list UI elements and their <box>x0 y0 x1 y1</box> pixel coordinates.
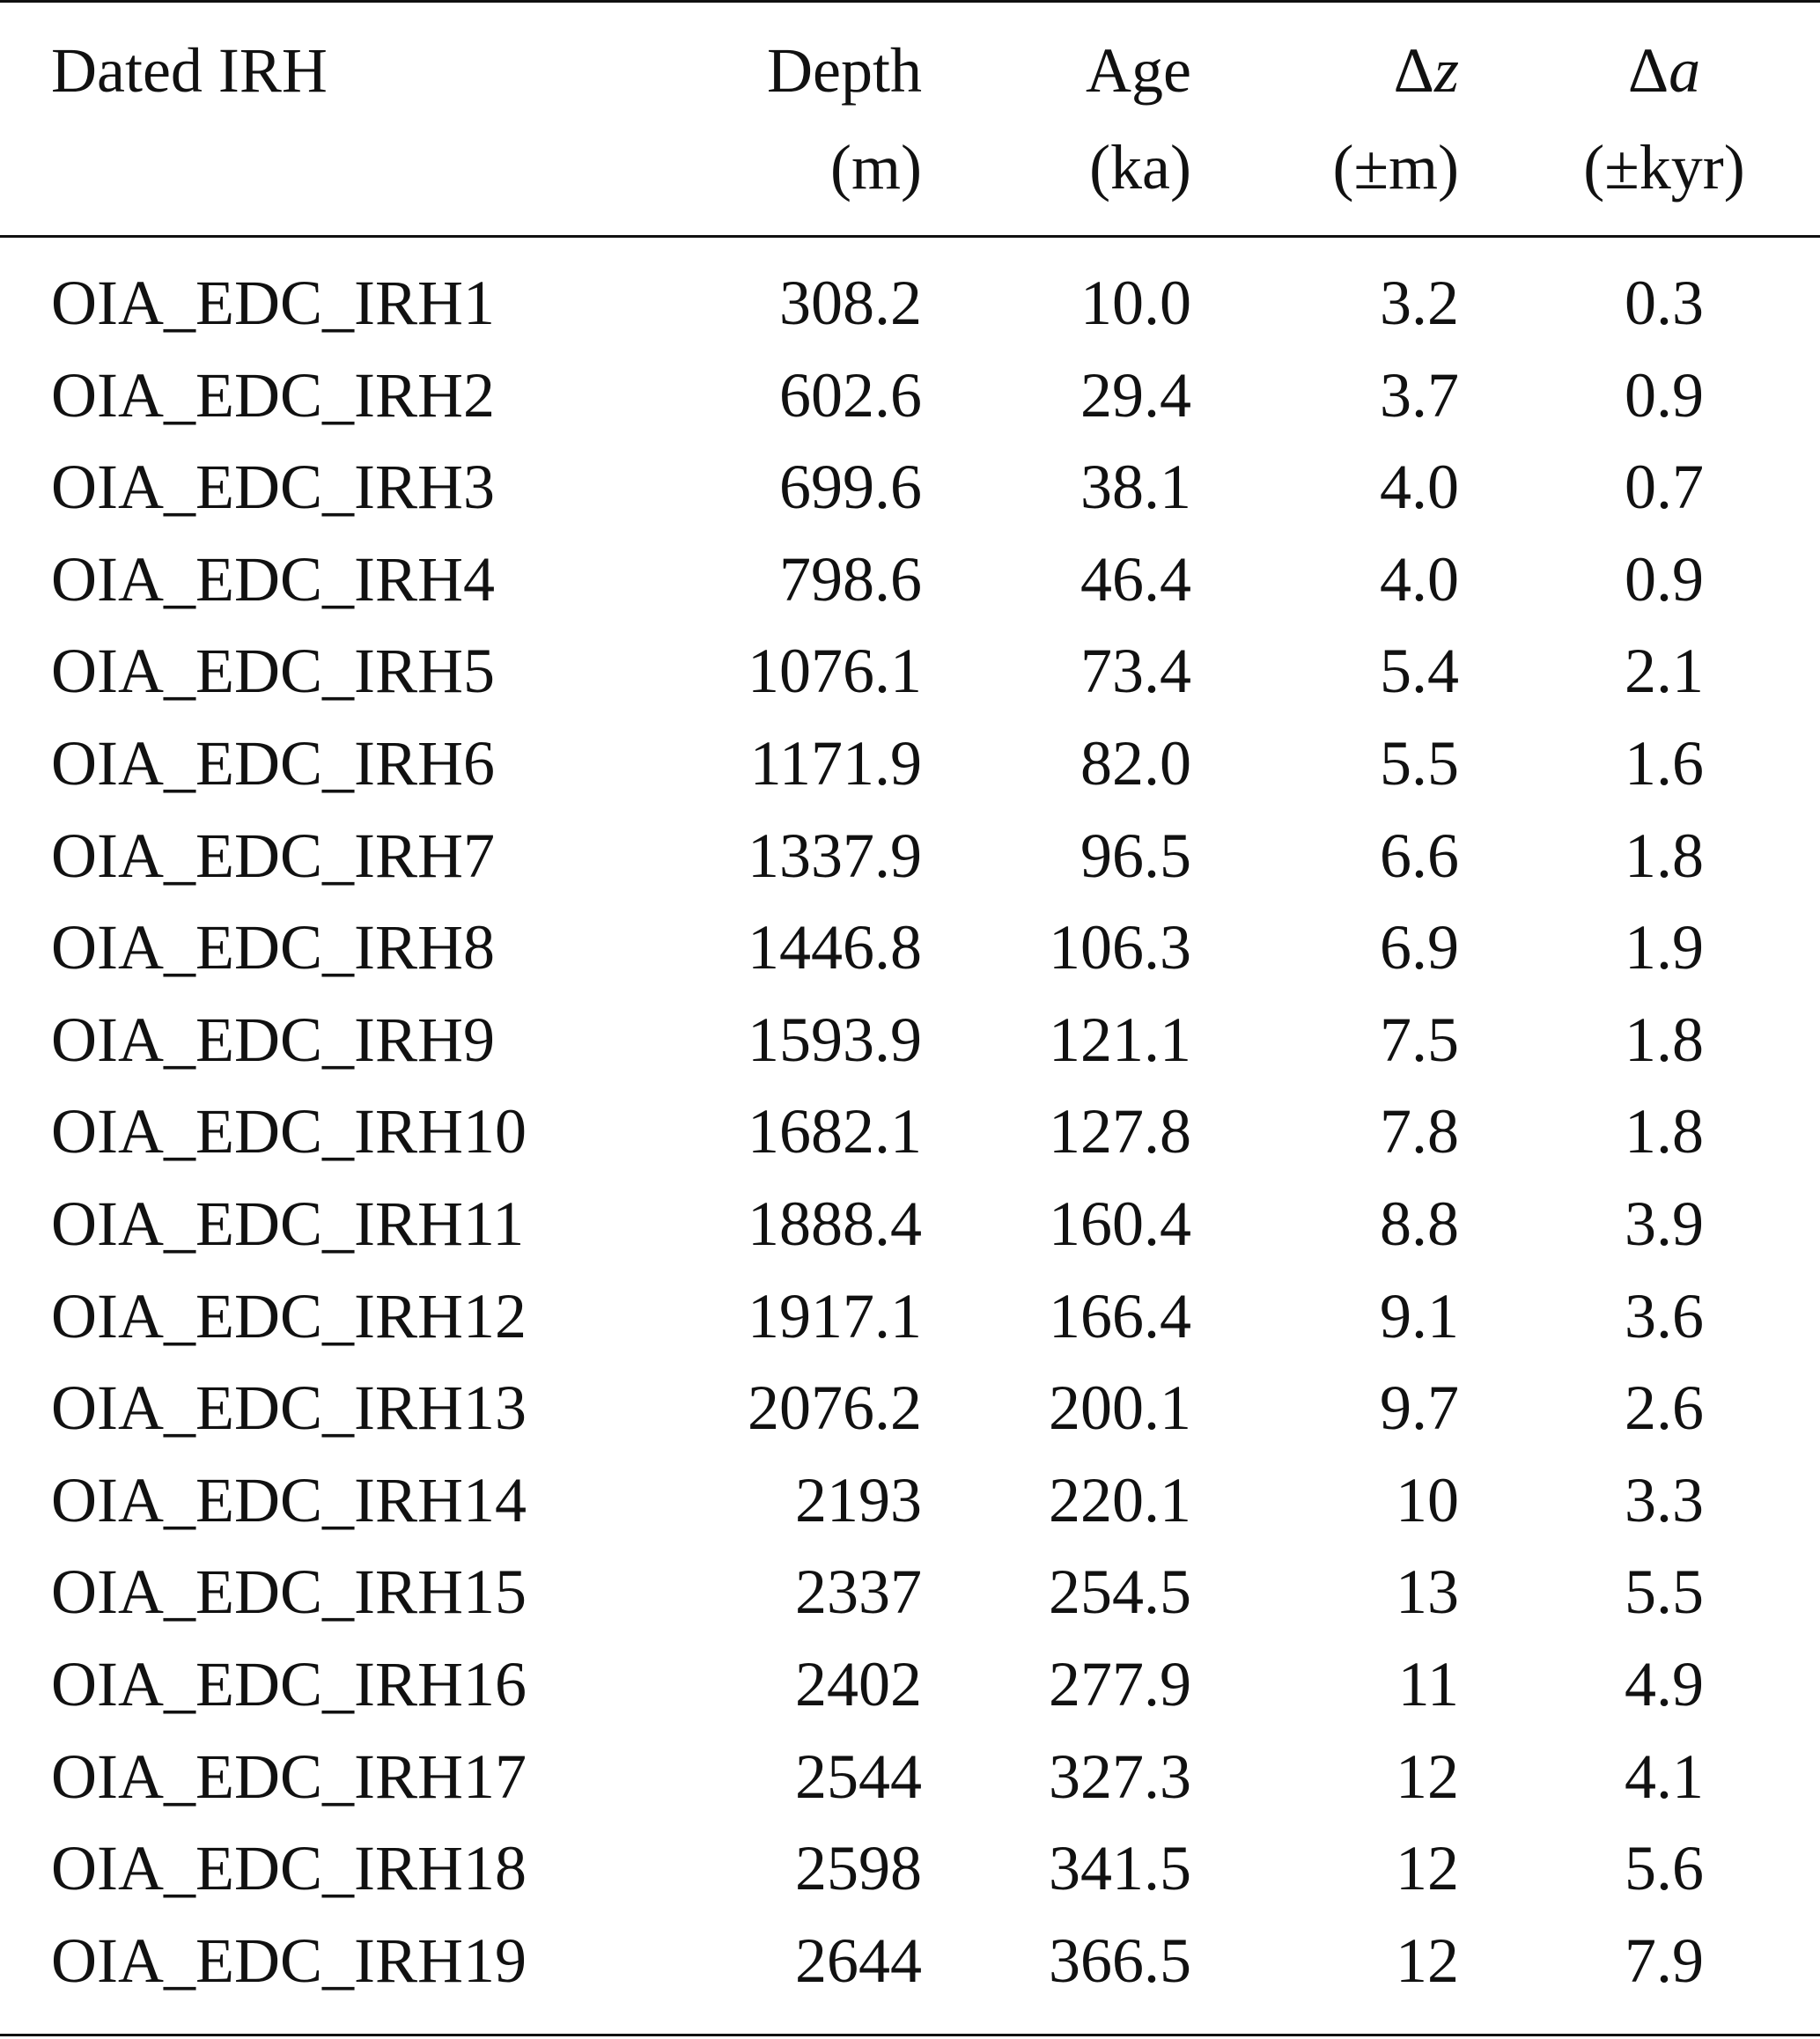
header-delta-z-var: z <box>1433 35 1459 106</box>
table-cell-irh-name: OIA_EDC_IRH9 <box>51 1005 495 1075</box>
table-cell-age: 10.0 <box>1080 268 1191 338</box>
table-cell-delta-a: 5.6 <box>1625 1833 1704 1903</box>
table-cell-delta-a: 3.3 <box>1625 1465 1704 1535</box>
table-cell-depth: 2544 <box>795 1741 922 1812</box>
table-cell-delta-a: 1.9 <box>1625 912 1704 983</box>
table-cell-irh-name: OIA_EDC_IRH15 <box>51 1557 527 1627</box>
table-cell-irh-name: OIA_EDC_IRH16 <box>51 1649 527 1719</box>
table-cell-delta-z: 6.6 <box>1380 821 1459 891</box>
table-cell-delta-z: 3.7 <box>1380 360 1459 431</box>
table-cell-depth: 2402 <box>795 1649 922 1719</box>
table-cell-delta-a: 0.9 <box>1625 360 1704 431</box>
table-cell-delta-z: 12 <box>1396 1833 1459 1903</box>
table-header-rule <box>0 235 1820 238</box>
table-cell-depth: 1076.1 <box>748 636 922 706</box>
header-dated-irh: Dated IRH <box>51 35 328 106</box>
table-cell-depth: 2598 <box>795 1833 922 1903</box>
table-cell-irh-name: OIA_EDC_IRH13 <box>51 1373 527 1443</box>
table-cell-irh-name: OIA_EDC_IRH6 <box>51 728 495 799</box>
table-cell-depth: 2337 <box>795 1557 922 1627</box>
table-cell-delta-z: 12 <box>1396 1925 1459 1996</box>
table-cell-irh-name: OIA_EDC_IRH1 <box>51 268 495 338</box>
table-cell-irh-name: OIA_EDC_IRH19 <box>51 1925 527 1996</box>
table-cell-delta-a: 1.8 <box>1625 821 1704 891</box>
table-cell-delta-a: 2.1 <box>1625 636 1704 706</box>
table-cell-delta-z: 5.4 <box>1380 636 1459 706</box>
table-cell-depth: 308.2 <box>779 268 922 338</box>
table-cell-age: 127.8 <box>1049 1096 1191 1167</box>
table-cell-age: 82.0 <box>1080 728 1191 799</box>
header-depth: Depth <box>767 35 922 106</box>
table-cell-delta-a: 1.8 <box>1625 1005 1704 1075</box>
header-delta-a-var: a <box>1669 35 1701 106</box>
table-cell-irh-name: OIA_EDC_IRH7 <box>51 821 495 891</box>
table-cell-delta-z: 7.5 <box>1380 1005 1459 1075</box>
table-cell-delta-a: 0.3 <box>1625 268 1704 338</box>
table-cell-delta-a: 0.9 <box>1625 544 1704 615</box>
table-cell-irh-name: OIA_EDC_IRH14 <box>51 1465 527 1535</box>
header-depth-unit: (m) <box>830 132 922 202</box>
table-cell-delta-a: 2.6 <box>1625 1373 1704 1443</box>
table-cell-age: 121.1 <box>1049 1005 1191 1075</box>
header-delta-a <box>1558 25 1770 116</box>
table-cell-age: 46.4 <box>1080 544 1191 615</box>
table-cell-age: 160.4 <box>1049 1189 1191 1259</box>
table-cell-delta-z: 5.5 <box>1380 728 1459 799</box>
table-cell-delta-a: 7.9 <box>1625 1925 1704 1996</box>
table-cell-depth: 1446.8 <box>748 912 922 983</box>
table-cell-irh-name: OIA_EDC_IRH5 <box>51 636 495 706</box>
table-top-rule <box>0 0 1820 3</box>
table-cell-irh-name: OIA_EDC_IRH18 <box>51 1833 527 1903</box>
table-cell-age: 38.1 <box>1080 452 1191 522</box>
table-cell-delta-z: 4.0 <box>1380 452 1459 522</box>
table-cell-delta-a: 4.9 <box>1625 1649 1704 1719</box>
table-cell-age: 29.4 <box>1080 360 1191 431</box>
table-cell-age: 96.5 <box>1080 821 1191 891</box>
table-cell-age: 341.5 <box>1049 1833 1191 1903</box>
table-cell-depth: 2193 <box>795 1465 922 1535</box>
header-delta-a-unit: (±kyr) <box>1583 132 1745 202</box>
table-bottom-rule <box>0 2034 1820 2036</box>
table-cell-delta-z: 4.0 <box>1380 544 1459 615</box>
table-cell-depth: 699.6 <box>779 452 922 522</box>
table-cell-delta-z: 13 <box>1396 1557 1459 1627</box>
table-cell-depth: 1682.1 <box>748 1096 922 1167</box>
table-cell-age: 200.1 <box>1049 1373 1191 1443</box>
table-cell-age: 254.5 <box>1049 1557 1191 1627</box>
table-cell-irh-name: OIA_EDC_IRH17 <box>51 1741 527 1812</box>
header-delta-z <box>1394 25 1459 116</box>
table-cell-delta-z: 7.8 <box>1380 1096 1459 1167</box>
header-age-unit: (ka) <box>1089 132 1191 202</box>
table-cell-delta-z: 8.8 <box>1380 1189 1459 1259</box>
table-cell-depth: 1888.4 <box>748 1189 922 1259</box>
table-cell-depth: 1171.9 <box>749 728 922 799</box>
table-cell-delta-z: 12 <box>1396 1741 1459 1812</box>
table-cell-age: 73.4 <box>1080 636 1191 706</box>
table-cell-irh-name: OIA_EDC_IRH12 <box>51 1281 527 1351</box>
table-cell-age: 327.3 <box>1049 1741 1191 1812</box>
header-delta-a-symbol: Δ <box>1627 35 1669 106</box>
table-cell-delta-z: 9.1 <box>1380 1281 1459 1351</box>
table-cell-irh-name: OIA_EDC_IRH8 <box>51 912 495 983</box>
table-cell-depth: 1917.1 <box>748 1281 922 1351</box>
table-cell-delta-z: 6.9 <box>1380 912 1459 983</box>
table-cell-depth: 1593.9 <box>748 1005 922 1075</box>
table-cell-delta-a: 1.6 <box>1625 728 1704 799</box>
table-cell-delta-z: 10 <box>1396 1465 1459 1535</box>
table-cell-irh-name: OIA_EDC_IRH3 <box>51 452 495 522</box>
table-cell-depth: 2644 <box>795 1925 922 1996</box>
table-cell-irh-name: OIA_EDC_IRH2 <box>51 360 495 431</box>
table-cell-depth: 2076.2 <box>748 1373 922 1443</box>
table-cell-delta-a: 4.1 <box>1625 1741 1704 1812</box>
header-delta-z-symbol: Δ <box>1393 35 1434 106</box>
table-cell-depth: 602.6 <box>779 360 922 431</box>
table-cell-delta-z: 3.2 <box>1380 268 1459 338</box>
table-cell-delta-a: 1.8 <box>1625 1096 1704 1167</box>
table-cell-irh-name: OIA_EDC_IRH10 <box>51 1096 527 1167</box>
table-cell-age: 366.5 <box>1049 1925 1191 1996</box>
table-cell-age: 277.9 <box>1049 1649 1191 1719</box>
table-cell-delta-a: 0.7 <box>1625 452 1704 522</box>
header-age: Age <box>1086 35 1191 106</box>
table-cell-irh-name: OIA_EDC_IRH4 <box>51 544 495 615</box>
table-cell-age: 220.1 <box>1049 1465 1191 1535</box>
table-cell-age: 166.4 <box>1049 1281 1191 1351</box>
table-cell-depth: 1337.9 <box>748 821 922 891</box>
table-cell-delta-a: 3.6 <box>1625 1281 1704 1351</box>
header-delta-z-unit: (±m) <box>1332 132 1459 202</box>
table-cell-delta-z: 11 <box>1397 1649 1459 1719</box>
table-cell-depth: 798.6 <box>779 544 922 615</box>
table-cell-delta-z: 9.7 <box>1380 1373 1459 1443</box>
table-cell-age: 106.3 <box>1049 912 1191 983</box>
table-cell-irh-name: OIA_EDC_IRH11 <box>51 1189 525 1259</box>
table-cell-delta-a: 5.5 <box>1625 1557 1704 1627</box>
table-cell-delta-a: 3.9 <box>1625 1189 1704 1259</box>
